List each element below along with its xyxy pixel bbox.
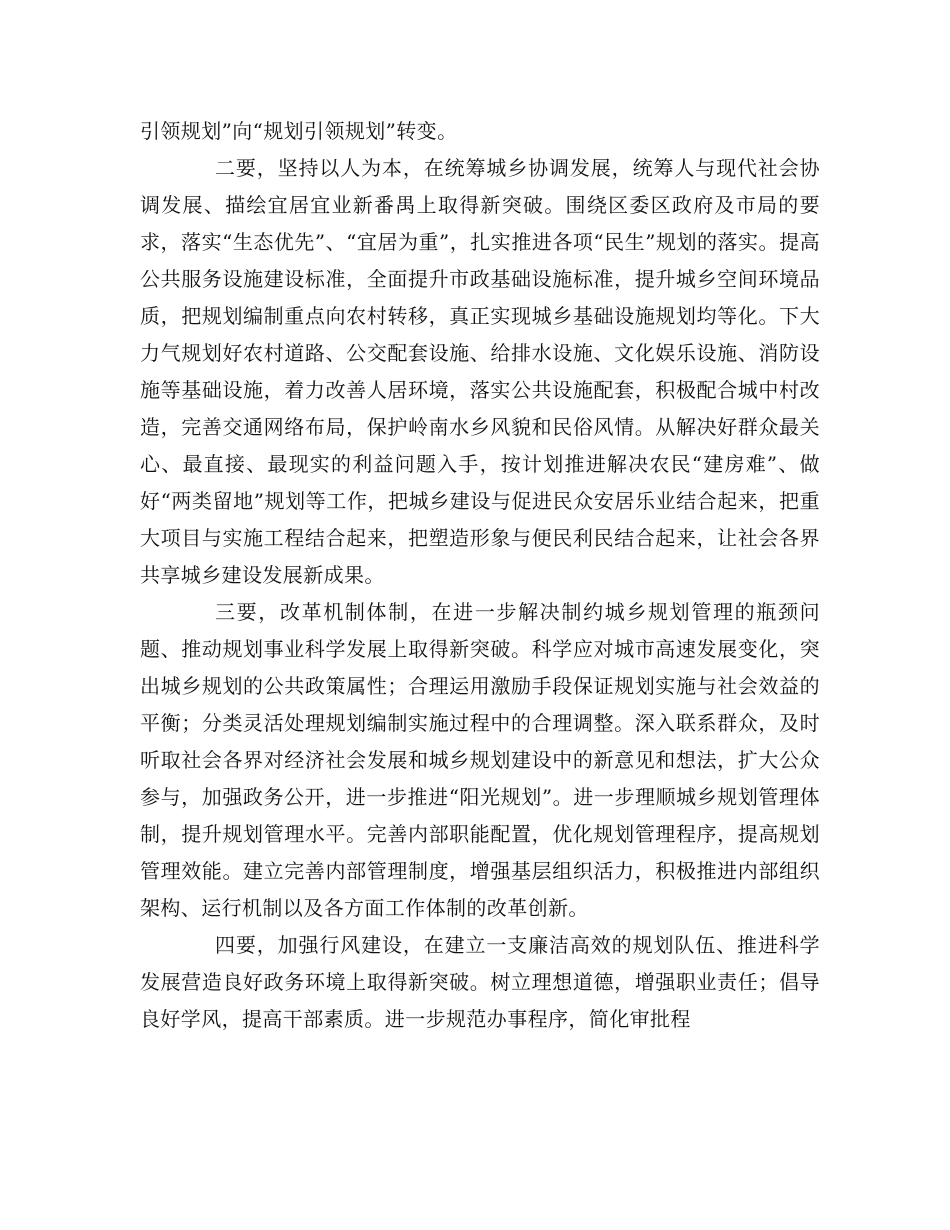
paragraph-fourth-requirement: 四要，加强行风建设，在建立一支廉洁高效的规划队伍、推进科学发展营造良好政务环境上取得新突破。树立理想道德，增强职业责任；倡导良好学风，提高干部素质。进一步规范办事程序，简化审批程: [140, 933, 820, 1031]
paragraph-continuation: 引领规划”向“规划引领规划”转变。: [140, 119, 458, 143]
paragraph-third-requirement: 三要，改革机制体制，在进一步解决制约城乡规划管理的瓶颈问题、推动规划事业科学发展上取得新突破。科学应对城市高速发展变化，突出城乡规划的公共政策属性；合理运用激励手段保证规划实施与社会效益的平衡；分类灵活处理规划编制实施过程中的合理调整。深入联系群众，及时听取社会各界对经济社会发展和城乡规划建设中的新意见和想法，扩大公众参与，加强政务公开，进一步推进“阳光规划”。进一步理顺城乡规划管理体制，提升规划管理水平。完善内部职能配置，优化规划管理程序，提高规划管理效能。建立完善内部管理制度，增强基层组织活力，积极推进内部组织架构、运行机制以及各方面工作体制的改革创新。: [140, 600, 820, 920]
paragraph-second-requirement: 二要，坚持以人为本，在统筹城乡协调发展，统筹人与现代社会协调发展、描绘宜居宜业新番禺上取得新突破。围绕区委区政府及市局的要求，落实“生态优先”、“宜居为重”，扎实推进各项“民生”规划的落实。提高公共服务设施建设标准，全面提升市政基础设施标准，提升城乡空间环境品质，把规划编制重点向农村转移，真正实现城乡基础设施规划均等化。下大力气规划好农村道路、公交配套设施、给排水设施、文化娱乐设施、消防设施等基础设施，着力改善人居环境，落实公共设施配套，积极配合城中村改造，完善交通网络布局，保护岭南水乡风貌和民俗风情。从解决好群众最关心、最直接、最现实的利益问题入手，按计划推进解决农民“建房难”、做好“两类留地”规划等工作，把城乡建设与促进民众安居乐业结合起来，把重大项目与实施工程结合起来，把塑造形象与便民利民结合起来，让社会各界共享城乡建设发展新成果。: [140, 156, 820, 587]
body-text: [140, 113, 820, 1038]
